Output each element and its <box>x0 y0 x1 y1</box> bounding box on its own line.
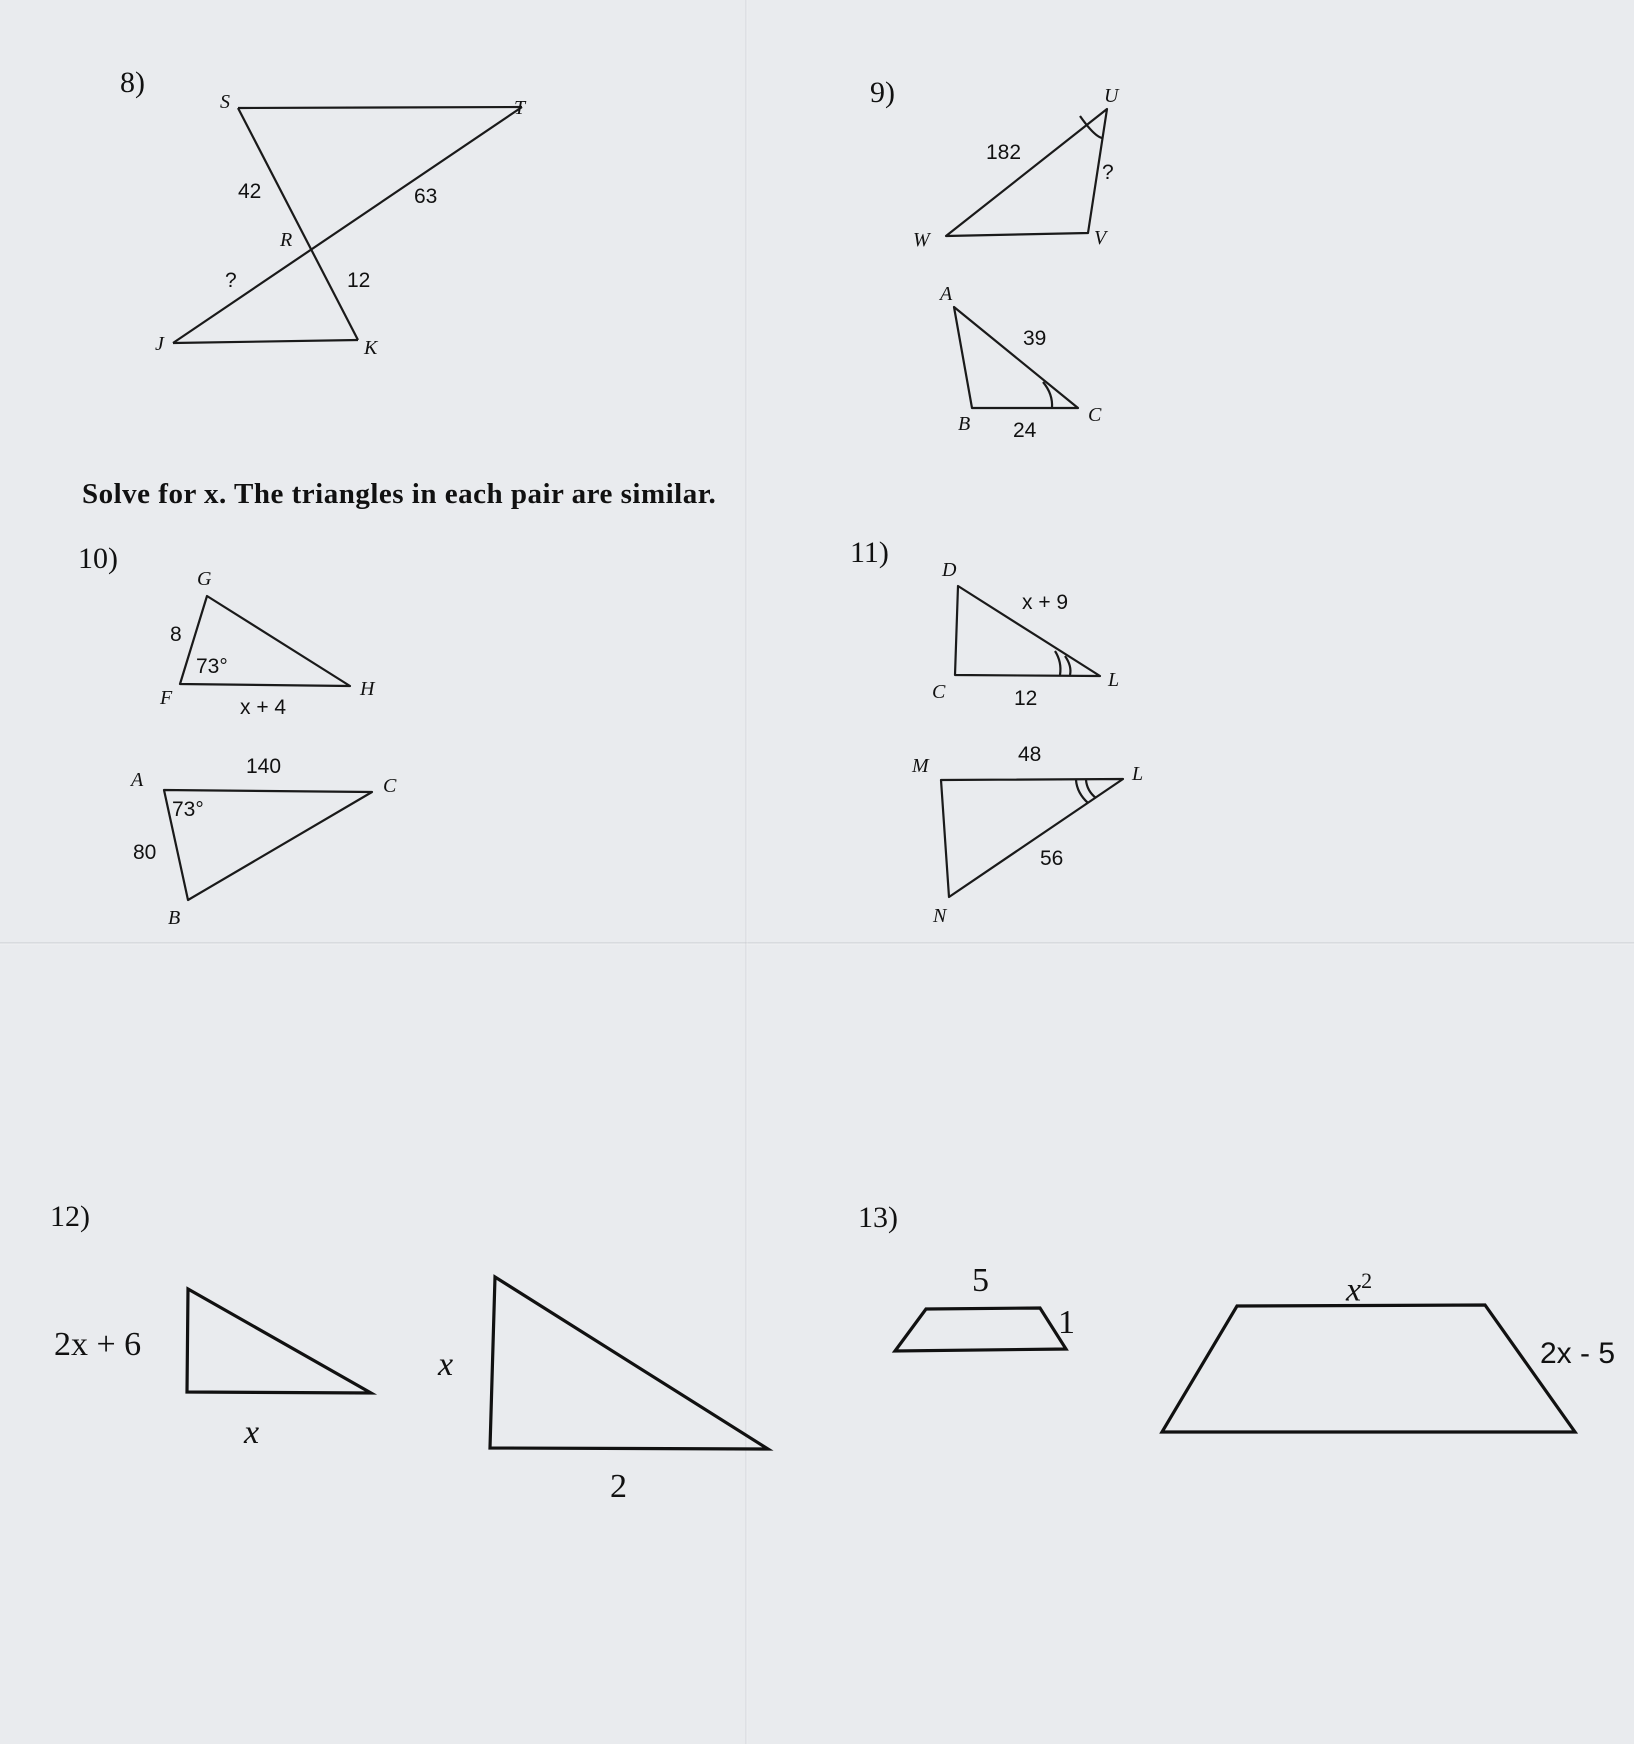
problem-number-11: 11) <box>850 536 889 569</box>
point-U: U <box>1104 85 1119 107</box>
label-AB: 80 <box>133 841 157 864</box>
angle-mark-L-2 <box>1065 656 1070 675</box>
instruction-text: Solve for x. The triangles in each pair are similar. <box>82 478 717 510</box>
label-top-large-base: x <box>1346 1271 1362 1309</box>
problem-number-12: 12) <box>50 1200 90 1233</box>
label-LN: 56 <box>1040 847 1064 870</box>
label-DL: x + 9 <box>1022 591 1069 614</box>
triangle-ABC <box>954 307 1078 408</box>
label-BC-9: 24 <box>1013 419 1037 442</box>
label-SR: 42 <box>238 180 262 203</box>
label-base-large: 2 <box>610 1468 627 1505</box>
point-J: J <box>155 333 164 355</box>
label-top-small: 5 <box>972 1262 989 1299</box>
point-W: W <box>913 229 930 251</box>
label-RK: 12 <box>347 269 371 292</box>
point-N: N <box>933 905 947 927</box>
trapezoid-large <box>1162 1305 1575 1432</box>
point-A-10: A <box>131 769 144 791</box>
label-FH: x + 4 <box>240 696 287 719</box>
label-side-small: 1 <box>1058 1304 1075 1341</box>
point-R: R <box>280 229 293 251</box>
label-top-large <box>1346 1270 1372 1307</box>
point-B-10: B <box>168 907 181 929</box>
label-WU: 182 <box>986 141 1022 164</box>
problem-number-10: 10) <box>78 542 118 575</box>
point-L-11b: L <box>1132 763 1144 785</box>
triangle-small <box>187 1289 371 1393</box>
label-JR: ? <box>225 269 237 292</box>
segment-JK <box>173 340 358 343</box>
angle-mark-L-4 <box>1086 780 1096 798</box>
segment-TJ <box>173 107 522 343</box>
p11-figure <box>941 586 1123 897</box>
label-leg-large: x <box>438 1346 454 1383</box>
label-CL: 12 <box>1014 687 1038 710</box>
label-AC-9: 39 <box>1023 327 1047 350</box>
label-angle-F: 73° <box>196 655 228 678</box>
point-C-9: C <box>1088 404 1102 426</box>
label-RT: 63 <box>414 185 438 208</box>
point-C-11: C <box>932 681 946 703</box>
point-S: S <box>220 91 230 113</box>
point-V: V <box>1094 227 1107 249</box>
label-leg-small: 2x + 6 <box>54 1326 142 1363</box>
point-M: M <box>912 755 929 777</box>
label-GF: 8 <box>170 623 182 646</box>
segment-SK <box>238 108 358 340</box>
label-side-large: 2x - 5 <box>1540 1337 1616 1370</box>
trapezoid-small <box>895 1308 1066 1351</box>
p12-figure <box>187 1277 768 1449</box>
problem-number-8: 8) <box>120 66 145 99</box>
point-B-9: B <box>958 413 971 435</box>
segment-ST <box>238 107 522 108</box>
point-D: D <box>942 559 957 581</box>
point-G: G <box>197 568 212 590</box>
triangle-UWV <box>946 109 1107 236</box>
label-top-large-exponent: 2 <box>1361 1268 1373 1293</box>
p8-figure <box>173 107 522 343</box>
point-T: T <box>514 97 526 119</box>
p10-figure <box>164 596 375 900</box>
point-H: H <box>360 678 375 700</box>
problem-number-13: 13) <box>858 1201 898 1234</box>
p9-figure <box>946 109 1107 408</box>
point-K: K <box>364 337 378 359</box>
angle-mark-L-1 <box>1055 651 1060 675</box>
point-A-9: A <box>940 283 953 305</box>
point-C-10: C <box>383 775 397 797</box>
label-AC-10: 140 <box>246 755 282 778</box>
label-UV: ? <box>1102 161 1114 184</box>
label-ML: 48 <box>1018 743 1042 766</box>
point-F: F <box>160 687 173 709</box>
triangle-large <box>490 1277 768 1449</box>
label-angle-A: 73° <box>172 798 204 821</box>
point-L-11a: L <box>1108 669 1120 691</box>
p13-figure <box>895 1305 1575 1432</box>
label-base-small: x <box>244 1414 260 1451</box>
problem-number-9: 9) <box>870 76 895 109</box>
